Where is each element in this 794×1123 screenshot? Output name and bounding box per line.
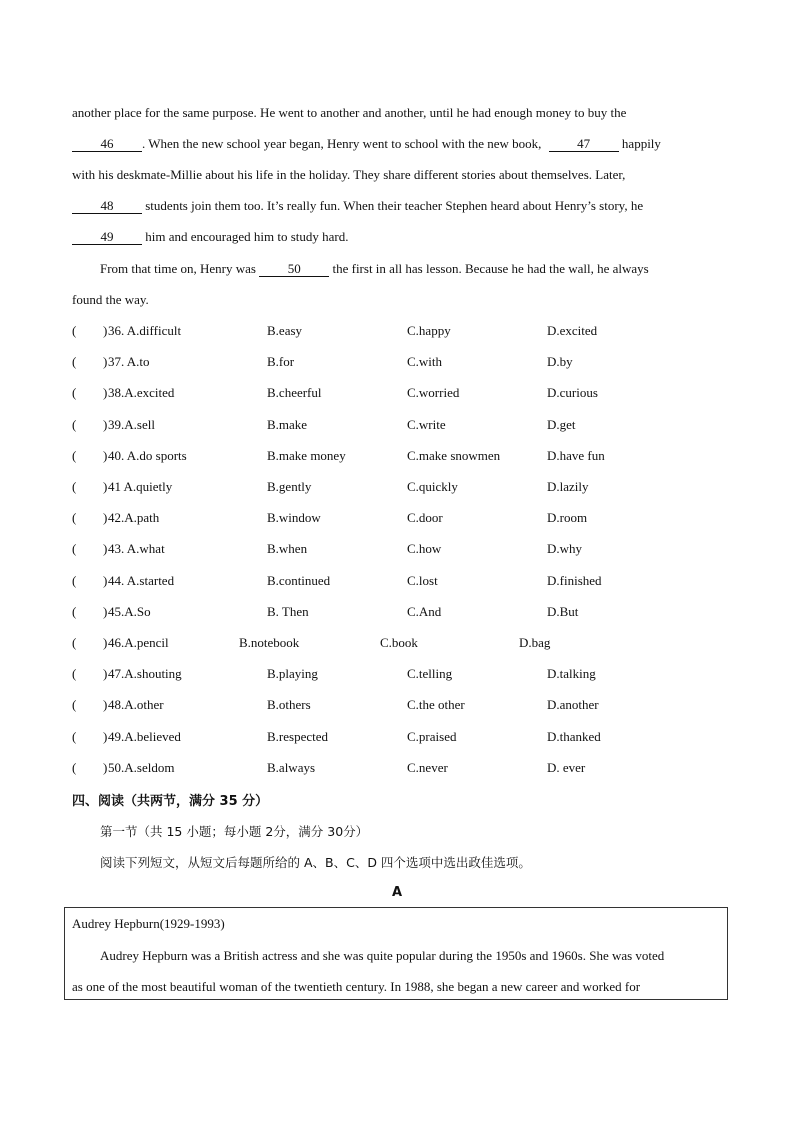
passage-text: another place for the same purpose. He went to another and another, until he had enough money to buy the bbox=[72, 105, 627, 120]
answer-paren-open: ( bbox=[72, 573, 77, 588]
option-c: C.worried bbox=[407, 385, 460, 400]
option-c: C.never bbox=[407, 760, 448, 775]
option-b: B.notebook bbox=[239, 635, 300, 650]
answer-paren-close: ) bbox=[103, 573, 108, 588]
passage-a-box bbox=[64, 907, 728, 1000]
answer-paren-close: ) bbox=[103, 729, 108, 744]
answer-paren-open: ( bbox=[72, 448, 77, 463]
answer-paren-close: ) bbox=[103, 323, 108, 338]
option-d: D.get bbox=[547, 417, 576, 432]
passage-line bbox=[100, 261, 649, 277]
answer-paren-open: ( bbox=[72, 760, 77, 775]
option-d: D. ever bbox=[547, 760, 586, 775]
option-c: C.with bbox=[407, 354, 443, 369]
passage-line bbox=[72, 292, 149, 308]
blank-46: 46 bbox=[72, 137, 142, 152]
blank-48: 48 bbox=[72, 199, 142, 214]
option-a: 41 A.quietly bbox=[108, 479, 173, 494]
answer-paren-open: ( bbox=[72, 604, 77, 619]
option-b: B.gently bbox=[267, 479, 312, 494]
option-d: D.bag bbox=[519, 635, 551, 650]
passage-a-title: Audrey Hepburn(1929-1993) bbox=[72, 916, 225, 931]
option-d: D.finished bbox=[547, 573, 602, 588]
option-a: 49.A.believed bbox=[108, 729, 181, 744]
answer-paren-close: ) bbox=[103, 760, 108, 775]
passage-text: him and encouraged him to study hard. bbox=[145, 229, 349, 244]
option-c: C.book bbox=[380, 635, 418, 650]
option-a: 38.A.excited bbox=[108, 385, 175, 400]
answer-paren-close: ) bbox=[103, 417, 108, 432]
answer-paren-close: ) bbox=[103, 541, 108, 556]
option-c: C.telling bbox=[407, 666, 453, 681]
passage-label: A bbox=[392, 885, 403, 900]
option-a: 47.A.shouting bbox=[108, 666, 182, 681]
option-c: C.lost bbox=[407, 573, 438, 588]
option-c: C.praised bbox=[407, 729, 457, 744]
passage-text: the first in all has lesson. Because he had the wall, he always bbox=[332, 261, 649, 276]
option-c: C.how bbox=[407, 541, 442, 556]
answer-paren-open: ( bbox=[72, 323, 77, 338]
option-c: C.And bbox=[407, 604, 442, 619]
option-d: D.But bbox=[547, 604, 579, 619]
passage-text: . When the new school year began, Henry went to school with the new book, bbox=[142, 136, 542, 151]
answer-paren-open: ( bbox=[72, 635, 77, 650]
option-d: D.lazily bbox=[547, 479, 589, 494]
option-b: B.easy bbox=[267, 323, 303, 338]
passage-a-line: Audrey Hepburn was a British actress and she was quite popular during the 1950s and 1960s. She was voted bbox=[100, 948, 665, 963]
answer-paren-open: ( bbox=[72, 354, 77, 369]
answer-paren-close: ) bbox=[103, 697, 108, 712]
option-b: B.make money bbox=[267, 448, 346, 463]
option-d: D.another bbox=[547, 697, 599, 712]
option-d: D.by bbox=[547, 354, 573, 369]
passage-text: From that time on, Henry was bbox=[100, 261, 256, 276]
option-b: B.window bbox=[267, 510, 321, 525]
answer-paren-close: ) bbox=[103, 448, 108, 463]
part-one-heading: 第一节（共 15 小题；每小题 2分，满分 30分） bbox=[100, 824, 369, 839]
answer-paren-close: ) bbox=[103, 510, 108, 525]
option-d: D.have fun bbox=[547, 448, 605, 463]
option-a: 42.A.path bbox=[108, 510, 160, 525]
option-a: 45.A.So bbox=[108, 604, 151, 619]
passage-text: students join them too. It’s really fun. When their teacher Stephen heard about Henry’s story, he bbox=[145, 198, 644, 213]
option-c: C.write bbox=[407, 417, 446, 432]
answer-paren-close: ) bbox=[103, 479, 108, 494]
option-b: B.respected bbox=[267, 729, 329, 744]
passage-line bbox=[72, 198, 643, 214]
option-d: D.curious bbox=[547, 385, 598, 400]
answer-paren-open: ( bbox=[72, 510, 77, 525]
section-heading: 四、阅读（共两节，满分 35 分） bbox=[72, 794, 269, 809]
answer-paren-close: ) bbox=[103, 354, 108, 369]
option-a: 39.A.sell bbox=[108, 417, 155, 432]
answer-paren-open: ( bbox=[72, 729, 77, 744]
option-a: 50.A.seldom bbox=[108, 760, 175, 775]
option-d: D.talking bbox=[547, 666, 596, 681]
option-d: D.thanked bbox=[547, 729, 601, 744]
answer-paren-open: ( bbox=[72, 697, 77, 712]
passage-text: happily bbox=[621, 136, 661, 151]
option-d: D.excited bbox=[547, 323, 598, 338]
answer-paren-open: ( bbox=[72, 666, 77, 681]
option-a: 36. A.difficult bbox=[108, 323, 182, 338]
option-a: 46.A.pencil bbox=[108, 635, 169, 650]
passage-line bbox=[72, 229, 349, 245]
option-b: B. Then bbox=[267, 604, 309, 619]
option-d: D.room bbox=[547, 510, 588, 525]
passage-a-line: as one of the most beautiful woman of the twentieth century. In 1988, she began a new career and worked for bbox=[72, 979, 641, 994]
option-b: B.cheerful bbox=[267, 385, 322, 400]
option-a: 40. A.do sports bbox=[108, 448, 187, 463]
option-c: C.make snowmen bbox=[407, 448, 501, 463]
option-a: 43. A.what bbox=[108, 541, 165, 556]
option-b: B.when bbox=[267, 541, 308, 556]
answer-paren-open: ( bbox=[72, 385, 77, 400]
answer-paren-close: ) bbox=[103, 635, 108, 650]
passage-line bbox=[72, 105, 626, 121]
option-c: C.door bbox=[407, 510, 443, 525]
blank-50: 50 bbox=[259, 262, 329, 277]
passage-line bbox=[72, 136, 661, 152]
blank-49: 49 bbox=[72, 230, 142, 245]
option-b: B.continued bbox=[267, 573, 331, 588]
passage-line bbox=[72, 167, 625, 183]
answer-paren-close: ) bbox=[103, 604, 108, 619]
option-d: D.why bbox=[547, 541, 583, 556]
blank-47: 47 bbox=[549, 137, 619, 152]
instruction-text: 阅读下列短文，从短文后每题所给的 A、B、C、D 四个选项中选出政佳选项。 bbox=[100, 855, 531, 870]
option-b: B.make bbox=[267, 417, 308, 432]
answer-paren-close: ) bbox=[103, 385, 108, 400]
option-b: B.playing bbox=[267, 666, 318, 681]
answer-paren-open: ( bbox=[72, 417, 77, 432]
option-b: B.for bbox=[267, 354, 295, 369]
option-a: 48.A.other bbox=[108, 697, 164, 712]
answer-paren-close: ) bbox=[103, 666, 108, 681]
option-a: 44. A.started bbox=[108, 573, 175, 588]
option-c: C.quickly bbox=[407, 479, 458, 494]
passage-text: with his deskmate-Millie about his life in the holiday. They share different stories about themselves. Later, bbox=[72, 167, 626, 182]
option-a: 37. A.to bbox=[108, 354, 150, 369]
option-c: C.the other bbox=[407, 697, 465, 712]
answer-paren-open: ( bbox=[72, 541, 77, 556]
option-b: B.always bbox=[267, 760, 316, 775]
option-b: B.others bbox=[267, 697, 311, 712]
option-c: C.happy bbox=[407, 323, 451, 338]
passage-text: found the way. bbox=[72, 292, 149, 307]
answer-paren-open: ( bbox=[72, 479, 77, 494]
